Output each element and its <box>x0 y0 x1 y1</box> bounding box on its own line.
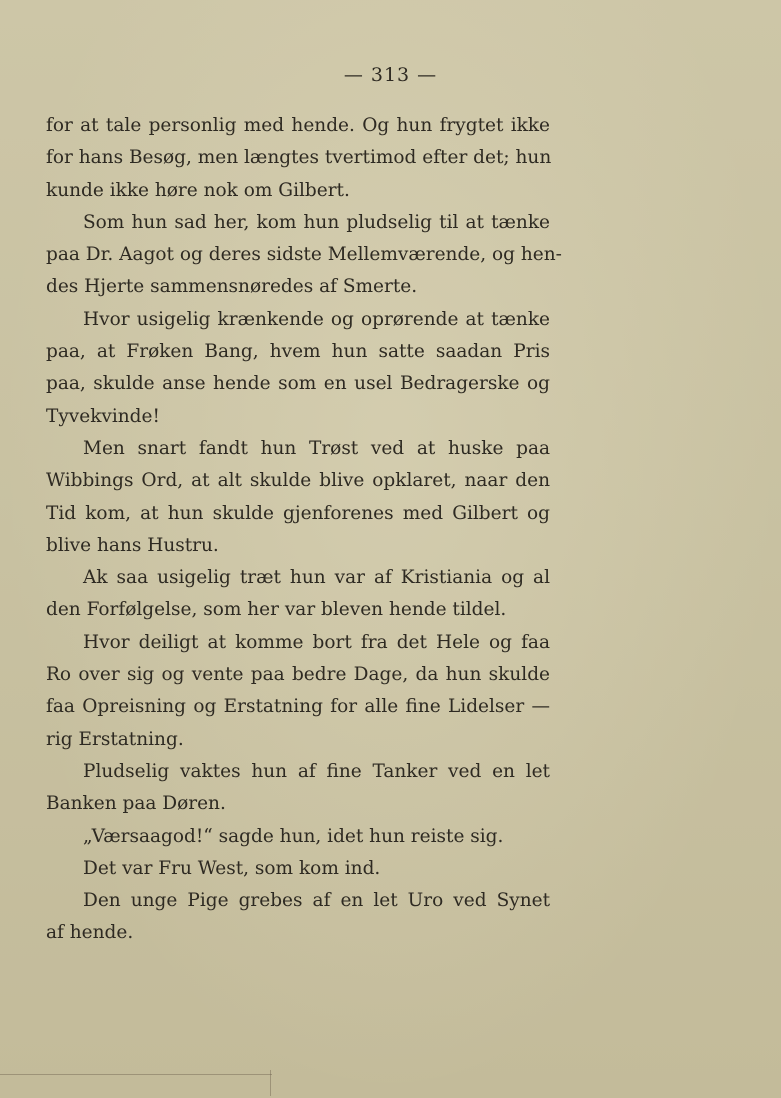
text-line: Hvor deiligt at komme bort fra det Hele og faa <box>83 631 550 653</box>
text-line: Det var Fru West, som kom ind. <box>83 857 381 879</box>
text-line: Wibbings Ord, at alt skulde blive opklaret, naar den <box>46 470 550 492</box>
text-line: des Hjerte sammensnøredes af Smerte. <box>46 276 418 298</box>
text-line: faa Opreisning og Erstatning for alle fine Lidelser — <box>46 696 550 718</box>
text-line: rig Erstatning. <box>46 728 184 750</box>
body-text <box>46 110 562 950</box>
text-line: for hans Besøg, men længtes tvertimod efter det; hun <box>46 147 552 169</box>
text-line: Tid kom, at hun skulde gjenforenes med Gilbert og <box>46 502 550 524</box>
text-line: „Værsaagod!“ sagde hun, idet hun reiste sig. <box>83 825 504 847</box>
text-line: Tyvekvinde! <box>46 405 160 427</box>
text-line: Banken paa Døren. <box>46 793 226 815</box>
text-line: af hende. <box>46 922 134 944</box>
page-edge-rule <box>0 1074 272 1075</box>
page-edge-mark <box>270 1070 273 1096</box>
text-line: Den unge Pige grebes af en let Uro ved Synet <box>83 890 550 912</box>
text-line: Som hun sad her, kom hun pludselig til at tænke <box>83 211 550 233</box>
text-line: blive hans Hustru. <box>46 534 219 556</box>
text-line: paa, at Frøken Bang, hvem hun satte saadan Pris <box>46 341 550 363</box>
text-line: paa Dr. Aagot og deres sidste Mellemværende, og hen- <box>46 244 562 266</box>
text-line: Men snart fandt hun Trøst ved at huske paa <box>83 437 550 459</box>
page-number: — 313 — <box>343 64 438 86</box>
text-line: kunde ikke høre nok om Gilbert. <box>46 179 350 201</box>
text-line: Ro over sig og vente paa bedre Dage, da hun skulde <box>46 664 550 686</box>
text-line: Pludselig vaktes hun af fine Tanker ved en let <box>83 760 550 782</box>
text-line: for at tale personlig med hende. Og hun frygtet ikke <box>46 115 550 136</box>
text-line: den Forfølgelse, som her var bleven hende tildel. <box>46 599 507 621</box>
text-line: Ak saa usigelig træt hun var af Kristiania og al <box>83 567 550 589</box>
text-line: paa, skulde anse hende som en usel Bedragerske og <box>46 373 550 395</box>
text-line: Hvor usigelig krænkende og oprørende at tænke <box>83 308 550 330</box>
